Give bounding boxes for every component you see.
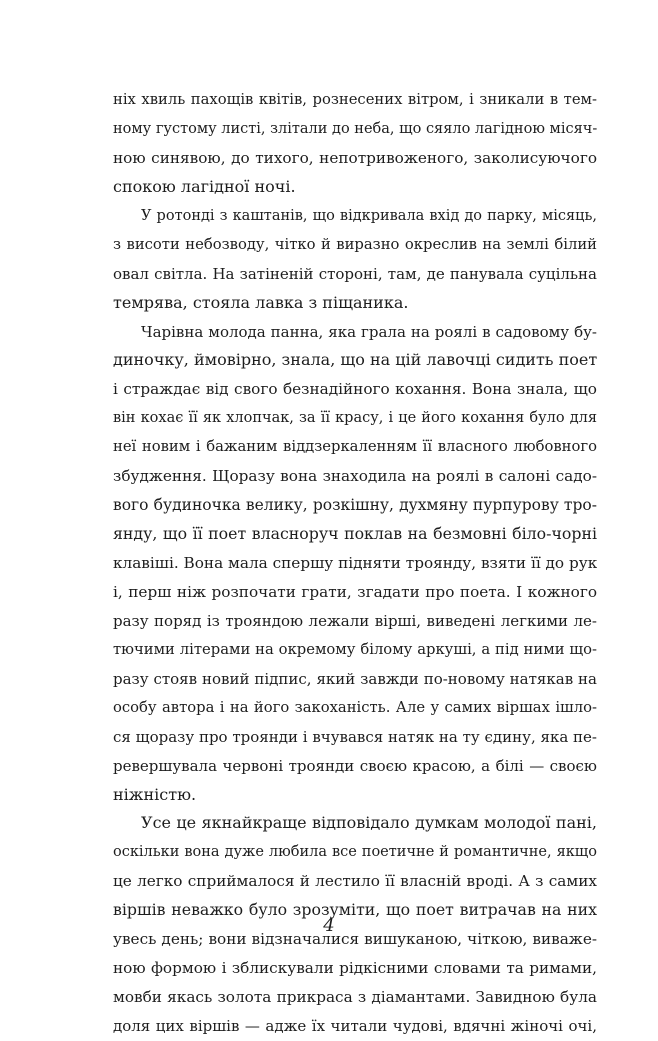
text-line: клавіші. Вона мала спершу підняти троянду, взяти її до рук — [113, 554, 597, 572]
text-line: ся щоразу про троянди і вчувався натяк на ту єдину, яка пе- — [113, 727, 597, 746]
text-line: це легко сприймалося й лестило її власній вроді. А з самих — [113, 872, 597, 891]
text-line: разу поряд із трояндою лежали вірші, виведені легкими ле- — [113, 611, 597, 630]
text-line: з висоти небозводу, чітко й виразно окреслив на землі білий — [113, 235, 597, 253]
text-line: неї новим і бажаним віддзеркаленням її власного любовного — [113, 438, 597, 456]
text-line: ніх хвиль пахощів квітів, рознесених вітром, і зникали в тем- — [113, 91, 597, 108]
text-line: ревершувала червоні троянди своєю красою, а білі — своєю — [113, 756, 597, 775]
text-line: він кохає її як хлопчак, за її красу, і це його кохання було для — [113, 410, 597, 427]
text-line: особу автора і на його закоханість. Але у самих віршах ішло- — [113, 698, 597, 716]
text-line: збудження. Щоразу вона знаходила на роялі в салоні садо- — [113, 467, 597, 486]
text-line: і, перш ніж розпочати грати, згадати про поета. І кожного — [113, 582, 597, 601]
text-line: ною синявою, до тихого, непотривоженого, заколисуючого — [113, 148, 597, 167]
text-line: диночку, ймовірно, знала, що на цій лавочці сидить поет — [113, 350, 597, 370]
text-line: овал світла. На затіненій стороні, там, де панувала суцільна — [113, 264, 597, 283]
page-number: 4 — [323, 915, 335, 936]
text-line: У ротонді з каштанів, що відкривала вхід до парку, місяць, — [141, 207, 597, 224]
text-line: ною формою і зблискували рідкісними словами та римами, — [113, 959, 597, 978]
text-line: віршів неважко було зрозуміти, що поет витрачав на них — [113, 900, 597, 920]
text-line: разу стояв новий підпис, який завжди по-новому натякав на — [113, 669, 597, 688]
text-line: ніжністю. — [113, 784, 197, 804]
body-text — [113, 86, 597, 1041]
text-line: вого будиночка велику, розкішну, духмяну пурпурову тро- — [113, 496, 597, 515]
text-line: тючими літерами на окремому білому аркуші, а під ними що- — [113, 640, 597, 658]
text-line: янду, що її поет власноруч поклав на безмовні біло-чорні — [113, 524, 597, 544]
text-line: оскільки вона дуже любила все поетичне й романтичне, якщо — [113, 844, 597, 861]
text-line: увесь день; вони відзначалися вишуканою, чіткою, виваже- — [113, 930, 597, 949]
text-line: ному густому листі, злітали до неба, що сяяло лагідною місяч- — [113, 120, 597, 137]
text-line: Чарівна молода панна, яка грала на роялі в садовому бу- — [141, 322, 597, 341]
text-line: Усе це якнайкраще відповідало думкам молодої пані, — [141, 813, 597, 833]
text-line: темрява, стояла лавка з піщаника. — [113, 292, 409, 312]
text-line: доля цих віршів — адже їх читали чудові, вдячні жіночі очі, — [113, 1017, 597, 1035]
text-line: і страждає від свого безнадійного кохання. Вона знала, що — [113, 380, 597, 399]
text-line: спокою лагідної ночі. — [113, 176, 296, 196]
text-line: мовби якась золота прикраса з діамантами. Завидною була — [113, 988, 597, 1007]
